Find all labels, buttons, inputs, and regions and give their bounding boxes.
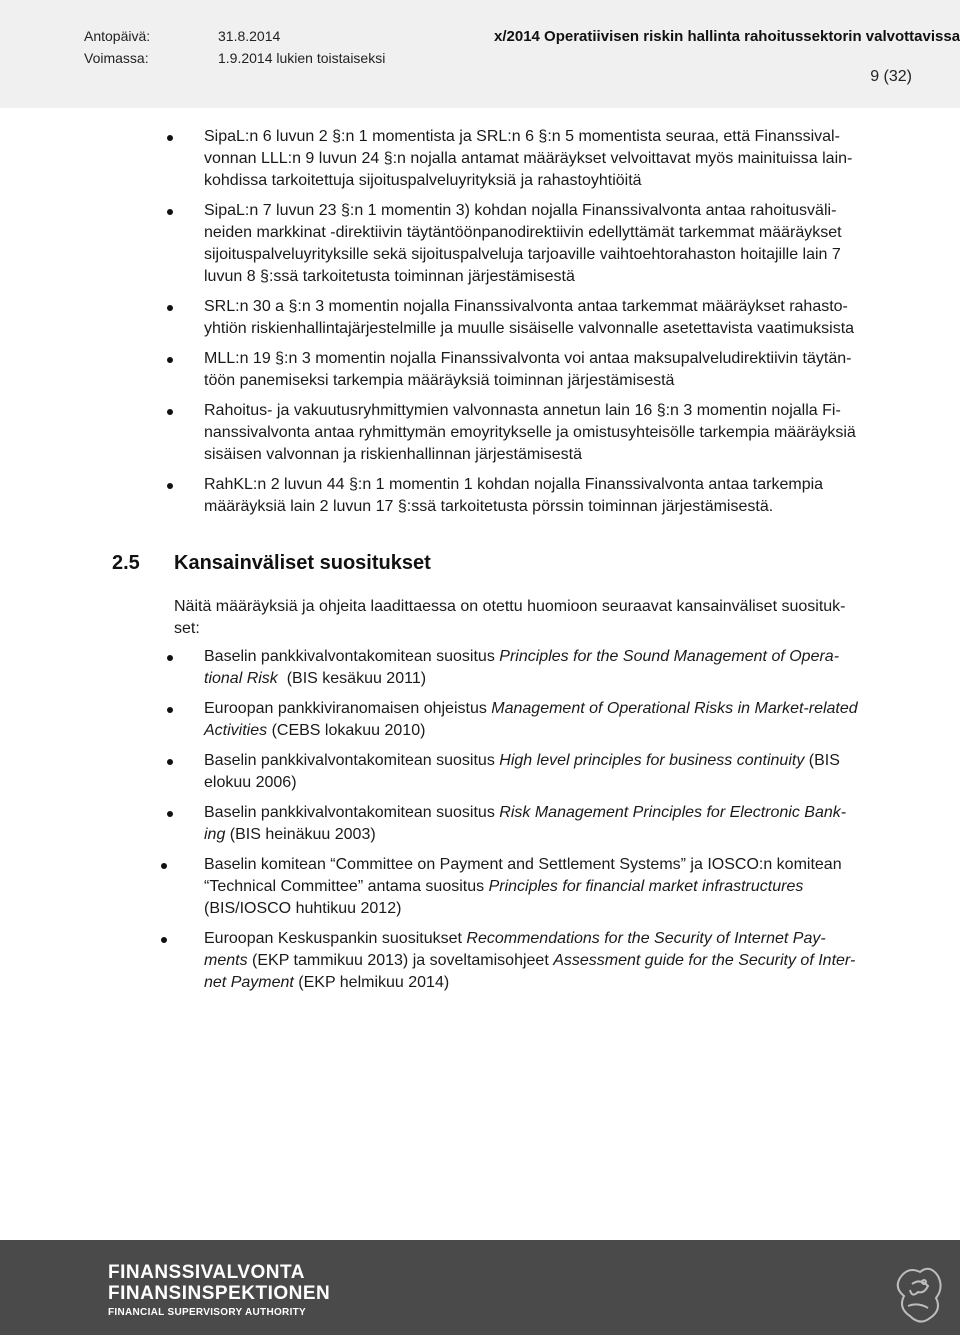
list-item <box>204 126 912 192</box>
list-item <box>204 750 912 794</box>
bullet-icon <box>161 863 167 869</box>
list-item <box>204 802 912 846</box>
list-line: elokuu 2006) <box>204 774 297 791</box>
bullet-icon <box>167 357 173 363</box>
publication-title: Assessment guide for the Security of Inter- <box>553 952 856 969</box>
section-title: Kansainväliset suositukset <box>174 552 431 574</box>
text-run: “Technical Committee” antama suositus <box>204 878 489 895</box>
list-item <box>204 348 912 392</box>
list-item <box>204 400 912 466</box>
list-line: (BIS/IOSCO huhtikuu 2012) <box>204 900 402 917</box>
list-line <box>204 950 912 972</box>
text-run: (BIS <box>804 752 840 769</box>
list-item <box>204 698 912 742</box>
bullet-icon <box>167 811 173 817</box>
text-run: (CEBS lokakuu 2010) <box>267 722 426 739</box>
text-run: Baselin pankkivalvontakomitean suositus <box>204 648 500 665</box>
fiva-logo <box>108 1262 330 1320</box>
list-line <box>204 698 912 720</box>
publication-title: Risk Management Principles for Electronic Bank- <box>499 804 847 821</box>
publication-title: Management of Operational Risks in Market-related <box>491 700 858 717</box>
publication-title: High level principles for business continuity <box>499 752 805 769</box>
text-run: Baselin pankkivalvontakomitean suositus <box>204 804 500 821</box>
text-run: Baselin pankkivalvontakomitean suositus <box>204 752 500 769</box>
list-line <box>204 972 912 994</box>
list-line: Rahoitus- ja vakuutusryhmittymien valvonnasta annetun lain 16 §:n 3 momentin nojalla Fi- <box>204 402 841 419</box>
list-line: töön panemiseksi tarkempia määräyksiä toiminnan järjestämisestä <box>204 372 675 389</box>
list-line: sijoituspalveluyrityksille sekä sijoituspalveluja tarjoaville vaihtoehtorahaston hoitajille lain 7 <box>204 246 841 263</box>
section-heading <box>112 552 431 575</box>
page-header <box>0 0 960 108</box>
list-item <box>204 200 912 288</box>
bullet-icon <box>167 305 173 311</box>
publication-title: net Payment <box>204 974 294 991</box>
list-line <box>204 646 912 668</box>
section-number: 2.5 <box>112 552 140 574</box>
list-line: vonnan LLL:n 9 luvun 24 §:n nojalla antamat määräykset velvoittavat myös mainituissa lain- <box>204 150 853 167</box>
text-run: (EKP helmikuu 2014) <box>293 974 450 991</box>
validity-label: Voimassa: <box>84 50 149 66</box>
text-run: (EKP tammikuu 2013) ja soveltamisohjeet <box>247 952 554 969</box>
list-line: RahKL:n 2 luvun 44 §:n 1 momentin 1 kohdan nojalla Finanssivalvonta antaa tarkempia <box>204 476 824 493</box>
list-line: luvun 8 §:ssä tarkoitetusta toiminnan järjestämisestä <box>204 268 575 285</box>
intro-line: set: <box>174 620 200 637</box>
text-run: (BIS kesäkuu 2011) <box>277 670 427 687</box>
list-line <box>204 720 912 742</box>
bullet-icon <box>167 707 173 713</box>
publication-title: Recommendations for the Security of Internet Pay- <box>466 930 826 947</box>
logo-line: FINANSINSPEKTIONEN <box>108 1283 331 1304</box>
list-item <box>204 854 912 920</box>
bullet-icon <box>161 937 167 943</box>
logo-line: FINANCIAL SUPERVISORY AUTHORITY <box>108 1307 307 1318</box>
list-line <box>204 668 912 690</box>
publication-title: Activities <box>204 722 268 739</box>
intro-line: Näitä määräyksiä ja ohjeita laadittaessa on otettu huomioon seuraavat kansainväliset suosituk- <box>174 598 846 615</box>
date-value: 31.8.2014 <box>218 28 281 44</box>
list-line: SipaL:n 7 luvun 23 §:n 1 momentin 3) kohdan nojalla Finanssivalvonta antaa rahoitusväli- <box>204 202 837 219</box>
publication-title: Principles for financial market infrastructures <box>488 878 804 895</box>
list-line: MLL:n 19 §:n 3 momentin nojalla Finanssivalvonta voi antaa maksupalveludirektiivin täytän- <box>204 350 852 367</box>
list-item <box>204 296 912 340</box>
page-footer <box>0 1240 960 1335</box>
validity-value: 1.9.2014 lukien toistaiseksi <box>218 50 386 66</box>
list-item <box>204 928 912 994</box>
page-number: 9 (32) <box>870 68 912 85</box>
bullet-icon <box>167 409 173 415</box>
authority-list <box>204 126 912 526</box>
list-line <box>204 928 912 950</box>
list-line: nanssivalvonta antaa ryhmittymän emoyritykselle ja omistusyhteisölle tarkempia määräyksiä <box>204 424 856 441</box>
list-line: sisäisen valvonnan ja riskienhallinnan järjestämisestä <box>204 446 582 463</box>
publication-title: ments <box>204 952 248 969</box>
bullet-icon <box>167 655 173 661</box>
list-line <box>204 750 912 772</box>
recommendations-list <box>204 646 912 1002</box>
list-line: kohdissa tarkoitettuja sijoituspalveluyrityksiä ja rahastoyhtiöitä <box>204 172 642 189</box>
lion-emblem-icon <box>890 1258 950 1330</box>
list-line <box>204 876 912 898</box>
list-line: Baselin komitean “Committee on Payment and Settlement Systems” ja IOSCO:n komitean <box>204 856 842 873</box>
text-run: (BIS heinäkuu 2003) <box>225 826 376 843</box>
bullet-icon <box>167 209 173 215</box>
list-line <box>204 802 912 824</box>
list-item <box>204 646 912 690</box>
bullet-icon <box>167 135 173 141</box>
bullet-icon <box>167 759 173 765</box>
text-run: Euroopan Keskuspankin suositukset <box>204 930 467 947</box>
publication-title: ing <box>204 826 226 843</box>
publication-title: tional Risk <box>204 670 278 687</box>
document-title: x/2014 Operatiivisen riskin hallinta rahoitussektorin valvottavissa <box>494 28 960 45</box>
logo-line: FINANSSIVALVONTA <box>108 1262 305 1283</box>
list-line: määräyksiä lain 2 luvun 17 §:ssä tarkoitetusta pörssin toiminnan järjestämisestä. <box>204 498 774 515</box>
bullet-icon <box>167 483 173 489</box>
date-label: Antopäivä: <box>84 28 151 44</box>
list-item <box>204 474 912 518</box>
publication-title: Principles for the Sound Management of Opera- <box>499 648 840 665</box>
list-line: SRL:n 30 a §:n 3 momentin nojalla Finanssivalvonta antaa tarkemmat määräykset rahasto- <box>204 298 848 315</box>
list-line: yhtiön riskienhallintajärjestelmille ja muulle sisäiselle valvonnalle asetettavista vaatimuksista <box>204 320 855 337</box>
list-line: SipaL:n 6 luvun 2 §:n 1 momentista ja SRL:n 6 §:n 5 momentista seuraa, että Finanssival- <box>204 128 840 145</box>
text-run: Euroopan pankkiviranomaisen ohjeistus <box>204 700 492 717</box>
list-line <box>204 824 912 846</box>
list-line: neiden markkinat -direktiivin täytäntöönpanodirektiivin edellyttämät tarkemmat määräykset <box>204 224 842 241</box>
section-intro <box>174 596 914 640</box>
